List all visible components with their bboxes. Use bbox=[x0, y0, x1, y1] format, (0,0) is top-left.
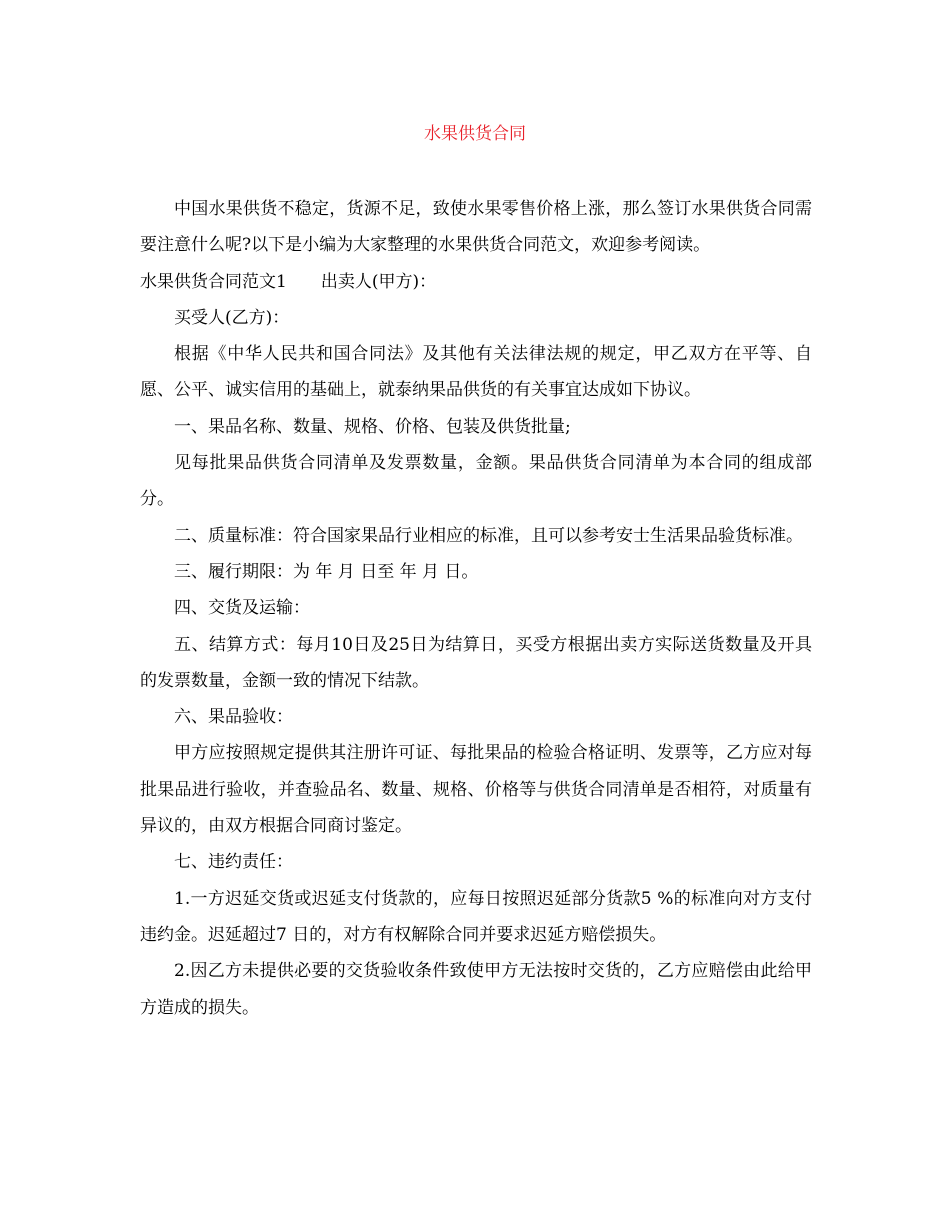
paragraph-buyer: 买受人(乙方)： bbox=[174, 307, 290, 328]
clause-1-heading: 一、果品名称、数量、规格、价格、包装及供货批量; bbox=[174, 416, 571, 437]
clause-6-heading: 六、果品验收： bbox=[174, 707, 293, 728]
paragraph-intro: 中国水果供货不稳定，货源不足，致使水果零售价格上涨，那么签订水果供货合同需要注意什么呢?以下是小编为大家整理的水果供货合同范文，欢迎参考阅读。 bbox=[140, 199, 812, 256]
clause-4: 四、交货及运输： bbox=[174, 598, 310, 619]
clause-7-item-2: 2.因乙方未提供必要的交货验收条件致使甲方无法按时交货的，乙方应赔偿由此给甲方造成的损失。 bbox=[140, 961, 812, 1018]
paragraph-preamble: 根据《中华人民共和国合同法》及其他有关法律法规的规定，甲乙双方在平等、自愿、公平、诚实信用的基础上，就泰纳果品供货的有关事宜达成如下协议。 bbox=[140, 344, 812, 401]
document-body bbox=[140, 191, 812, 1026]
clause-1-body: 见每批果品供货合同清单及发票数量，金额。果品供货合同清单为本合同的组成部分。 bbox=[140, 453, 812, 510]
clause-6-body: 甲方应按照规定提供其注册许可证、每批果品的检验合格证明、发票等，乙方应对每批果品进行验收，并查验品名、数量、规格、价格等与供货合同清单是否相符，对质量有异议的，由双方根据合同商讨鉴定。 bbox=[140, 743, 812, 837]
document-title: 水果供货合同 bbox=[424, 124, 526, 144]
clause-7-item-1: 1.一方迟延交货或迟延支付货款的，应每日按照迟延部分货款5 %的标准向对方支付违约金。迟延超过7 日的，对方有权解除合同并要求迟延方赔偿损失。 bbox=[140, 888, 812, 945]
clause-3: 三、履行期限：为 年 月 日至 年 月 日。 bbox=[174, 561, 479, 582]
clause-5: 五、结算方式：每月10日及25日为结算日，买受方根据出卖方实际送货数量及开具的发票数量，金额一致的情况下结款。 bbox=[140, 634, 812, 691]
clause-2: 二、质量标准：符合国家果品行业相应的标准，且可以参考安士生活果品验货标准。 bbox=[174, 525, 803, 546]
clause-7-heading: 七、违约责任： bbox=[174, 852, 293, 873]
paragraph-sample-heading: 水果供货合同范文1 出卖人(甲方)： bbox=[140, 271, 437, 292]
